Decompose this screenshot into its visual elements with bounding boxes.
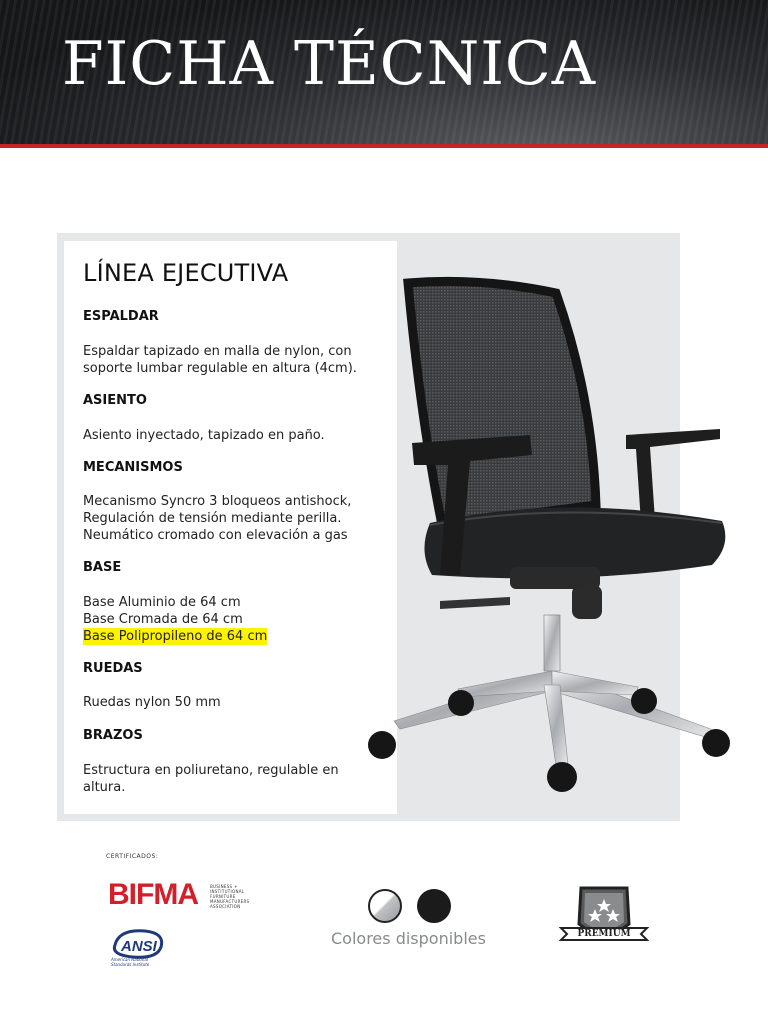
- color-swatch-black: [417, 889, 451, 923]
- office-chair-image: [360, 275, 740, 805]
- section-label-mecanismos: MECANISMOS: [83, 460, 183, 475]
- certified-label: CERTIFICADOS:: [106, 853, 159, 860]
- section-text-asiento: Asiento inyectado, tapizado en paño.: [83, 428, 325, 443]
- section-text-base: Base Aluminio de 64 cm Base Cromada de 64 cm Base Polipropileno de 64 cm: [83, 595, 268, 644]
- section-label-ruedas: RUEDAS: [83, 661, 143, 676]
- section-text-mecanismos: Mecanismo Syncro 3 bloqueos antishock, Regulación de tensión mediante perilla. Neumático cromado con elevación a gas: [83, 494, 352, 543]
- bifma-logo: BIFMA BUSINESS + INSTITUTIONAL FURNITURE MANUFACTURERS ASSOCIATION: [108, 878, 250, 911]
- color-swatch-silver: [368, 889, 402, 923]
- page-title: FICHA TÉCNICA: [62, 29, 597, 99]
- ansi-logo: ANSI American National Standards Institute: [111, 927, 167, 963]
- section-label-asiento: ASIENTO: [83, 393, 147, 408]
- section-label-espaldar: ESPALDAR: [83, 309, 159, 324]
- section-text-espaldar: Espaldar tapizado en malla de nylon, con soporte lumbar regulable en altura (4cm).: [83, 344, 357, 376]
- highlighted-option: Base Polipropileno de 64 cm: [83, 629, 268, 644]
- product-line-title: LÍNEA EJECUTIVA: [83, 259, 289, 287]
- section-text-brazos: Estructura en poliuretano, regulable en altura.: [83, 763, 339, 795]
- section-text-ruedas: Ruedas nylon 50 mm: [83, 695, 221, 710]
- premium-badge: [557, 884, 651, 952]
- section-label-base: BASE: [83, 560, 122, 575]
- header-accent-line: [0, 144, 768, 148]
- colors-available-label: Colores disponibles: [331, 929, 486, 948]
- premium-label: PREMIUM: [577, 929, 631, 939]
- section-label-brazos: BRAZOS: [83, 728, 143, 743]
